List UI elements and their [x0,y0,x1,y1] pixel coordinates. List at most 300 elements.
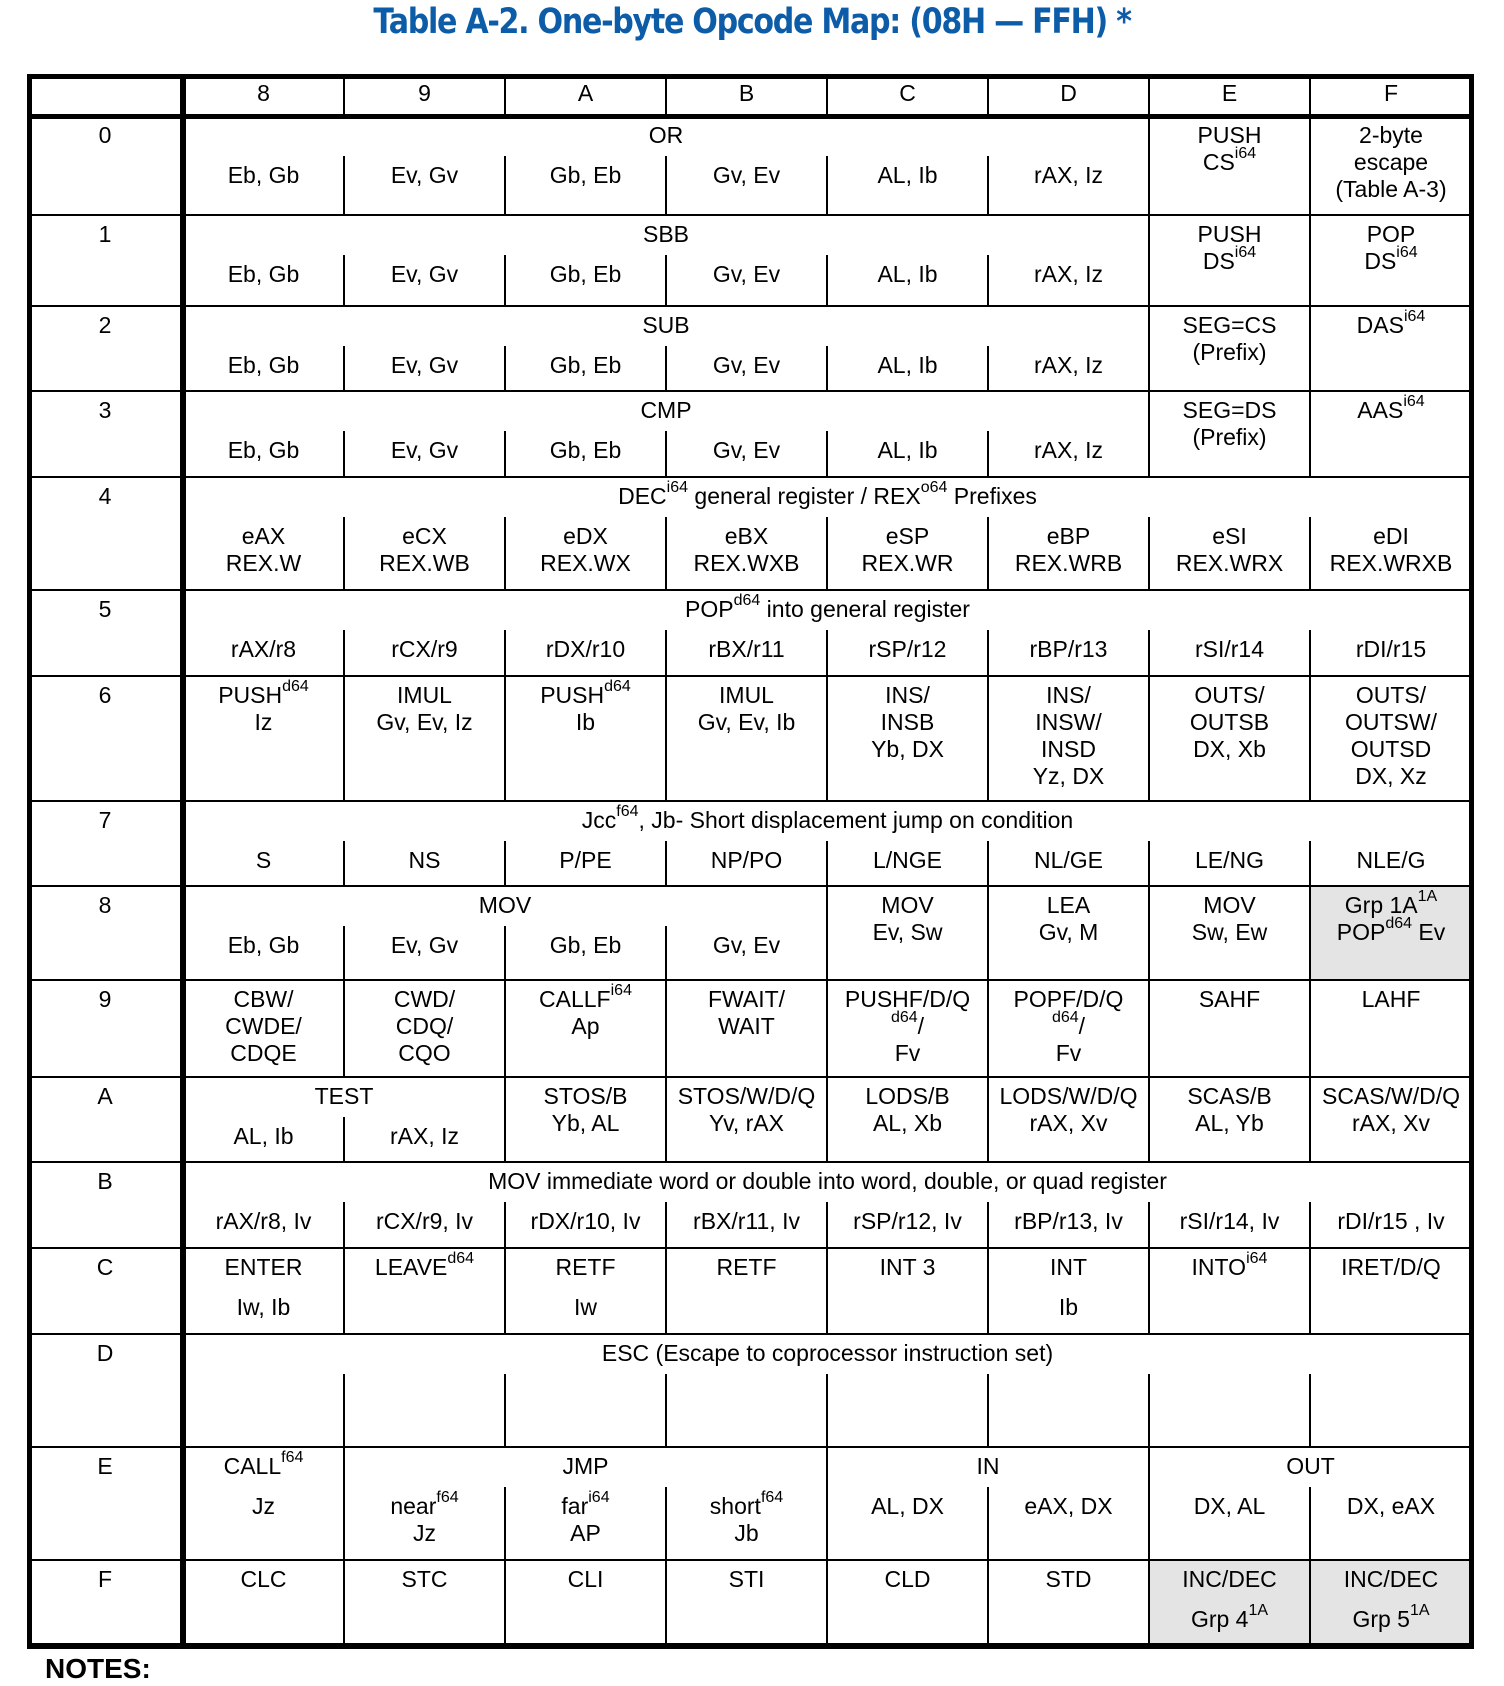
grid-line [665,255,667,306]
cell-line [1357,393,1425,424]
cell-line [1050,1254,1087,1281]
opcode-cell-E [1149,397,1310,451]
cell-line [869,636,947,663]
cell-text: Jcc [581,807,617,833]
grid-line [987,676,989,801]
cell-line [709,1110,784,1137]
cell-line [578,80,593,107]
cell-text: DX, AL [1193,1493,1266,1519]
cell-line [99,221,112,248]
cell-text: Iz [254,709,273,735]
grid-line [826,346,828,391]
superscript: i64 [1396,244,1418,262]
cell-line [1182,1566,1277,1593]
cell-line [230,1040,296,1067]
grid-line [665,517,667,590]
cell-line [1195,847,1264,874]
cell-line [1191,1250,1268,1281]
superscript: o64 [920,479,948,497]
grid-line [665,841,667,886]
grid-line [665,676,667,801]
cell-text: INS/ [885,682,930,708]
cell-text: P/PE [559,847,612,873]
notes-heading: NOTES: [45,1653,151,1684]
row-header-8 [27,892,183,919]
superscript: f64 [436,1489,459,1507]
grid-line [1309,1202,1311,1248]
grid-line [665,346,667,391]
cell-text: AL, Ib [877,261,938,287]
cell-line [1341,1254,1441,1281]
opcode-cell [666,986,827,1040]
cell-line [713,261,780,288]
operand-cell [344,847,505,874]
grid-line [1309,980,1311,1077]
grid-line [343,1560,345,1646]
cell-text: REX.WRXB [1329,550,1453,576]
cell-text: A [577,80,594,106]
cell-text: 9 [418,80,431,106]
opcode-group-dec-rex [183,479,1472,510]
cell-line [1194,682,1264,709]
opcode-cell [1310,1083,1472,1137]
cell-line [1187,1083,1271,1110]
cell-line [880,1254,936,1281]
grid-line [987,74,989,116]
grid-line [1148,630,1150,676]
cell-text: C [96,1254,114,1280]
opcode-group-test [183,1083,505,1110]
cell-line [716,1254,776,1281]
opcode-cell-grp4 [1149,1566,1310,1593]
row-header-E [27,1453,183,1480]
opcode-group-jcc [183,803,1472,834]
grid-line [987,431,989,477]
grid-line [27,1643,1474,1649]
opcode-cell [344,1566,505,1593]
cell-line [881,892,933,919]
cell-line [550,932,622,959]
cell-line [1222,80,1237,107]
grid-line [1148,1202,1150,1248]
cell-text: DX, Xz [1355,763,1427,789]
cell-line [233,1123,293,1150]
row-header-3 [27,397,183,424]
opcode-cell [505,1566,666,1593]
operand-cell [666,1489,827,1547]
cell-text: rAX, Xv [1029,1110,1108,1136]
operand-cell [827,437,988,464]
cell-text: A [97,1083,113,1109]
grid-line [826,255,828,306]
grid-line [987,1202,989,1248]
cell-line [685,592,970,623]
opcode-cell [1149,986,1310,1013]
opcode-cell [183,986,344,1067]
grid-line [27,74,32,1648]
cell-line [550,162,622,189]
cell-line [1030,1110,1108,1137]
row-header-C [27,1254,183,1281]
cell-line [977,1453,1000,1480]
grid-line [826,841,828,886]
cell-line [1195,636,1264,663]
opcode-cell-E [1149,312,1310,366]
cell-text: Ev, Gv [390,932,459,958]
cell-text: RETF [555,1254,616,1280]
operand-cell [344,1208,505,1235]
opcode-cell [666,1083,827,1137]
cell-line [1180,1208,1280,1235]
cell-line [1024,1493,1112,1520]
operand-cell [505,162,666,189]
superscript: d64 [447,1250,475,1268]
operand-cell [1149,636,1310,663]
row-header-F [27,1566,183,1593]
operand-cell [505,523,666,577]
cell-line [1047,892,1090,919]
operand-cell [827,1493,988,1520]
cell-text: REX.WB [379,550,470,576]
grid-line [1309,517,1311,590]
operand-cell [183,636,344,663]
cell-text: POPF/D/Q [1013,986,1124,1012]
operand-cell [505,847,666,874]
grid-line [987,1374,989,1447]
cell-text: into general register [760,596,970,622]
grid-line [343,431,345,477]
cell-line [713,352,780,379]
cell-text: PUSH [1197,221,1262,247]
operand-cell [183,162,344,189]
opcode-cell [344,682,505,736]
cell-line [1034,437,1103,464]
superscript: d64 [890,1009,918,1027]
cell-line [218,678,309,709]
grid-line [665,980,667,1077]
cell-text: B [738,80,755,106]
cell-text: / [1078,1013,1086,1039]
grid-line [826,1077,828,1162]
cell-text: rAX, Xv [1352,1110,1430,1136]
cell-text: AL, Ib [233,1123,294,1149]
cell-text: PUSH [218,682,283,708]
grid-line [27,675,1472,677]
column-header-A [505,80,666,107]
operand-cell [827,847,988,874]
operand-cell [505,437,666,464]
grid-line [987,346,989,391]
cell-text: MOV [1203,892,1256,918]
cell-line [574,1294,597,1321]
cell-text: Prefixes [947,483,1037,509]
opcode-group-in [827,1453,1149,1480]
cell-line [713,932,780,959]
cell-line [1183,312,1277,339]
grid-line [826,156,828,215]
cell-line [315,1083,374,1110]
grid-line [504,255,506,306]
operand-cell [344,636,505,663]
cell-text: PUSH [540,682,605,708]
cell-text: 3 [98,397,112,423]
grid-line [1148,676,1150,801]
grid-line [1309,391,1311,477]
cell-line [1195,1110,1264,1137]
cell-line [531,1208,641,1235]
cell-line [99,596,112,623]
cell-text: ESC (Escape to coprocessor instruction set) [601,1340,1054,1366]
opcode-cell [988,1254,1149,1281]
grid-line [343,980,345,1077]
superscript: i64 [1234,145,1257,163]
opcode-cell [505,982,666,1040]
cell-line [895,1040,921,1067]
cell-line [871,1493,944,1520]
cell-text: Gv, Ev [712,932,781,958]
cell-line [1356,682,1426,709]
opcode-group-mov [183,892,827,919]
cell-line [99,312,112,339]
operand-cell [1310,1493,1472,1520]
cell-line [1347,1493,1435,1520]
grid-line [1148,1374,1150,1447]
cell-text: Gb, Eb [549,932,622,958]
cell-text: 7 [98,807,112,833]
cell-line [225,1013,302,1040]
operand-cell [505,352,666,379]
grid-line [987,886,989,980]
cell-text: Ev, Gv [390,352,459,378]
cell-text: JMP [562,1453,609,1479]
grid-line [180,74,186,1648]
cell-line [226,550,301,577]
cell-line [571,1013,599,1040]
opcode-group-sub [183,312,1149,339]
opcode-group-esc [183,1340,1472,1367]
grid-line [826,1248,828,1334]
cell-text: OR [648,122,684,148]
column-header-8 [183,80,344,107]
opcode-cell [1149,682,1310,763]
cell-text: L/NGE [872,847,943,873]
opcode-cell-grp5 [1310,1566,1472,1593]
cell-text: rAX, Iz [1033,437,1103,463]
operand-cell [1149,1208,1310,1235]
cell-line [390,1489,459,1520]
grid-line [1148,886,1150,980]
cell-line [1356,308,1426,339]
cell-line [709,1489,784,1520]
grid-line [1148,391,1150,477]
cell-line [698,709,796,736]
cell-line [865,1083,949,1110]
cell-text: / [917,1013,925,1039]
cell-line [1202,145,1257,176]
cell-text: IRET/D/Q [1341,1254,1441,1280]
operand-cell [827,523,988,577]
cell-text: IN [976,1453,1000,1479]
cell-text: Eb, Gb [227,162,300,188]
cell-text: 8 [98,892,112,918]
grid-line [343,346,345,391]
grid-line [343,156,345,215]
cell-text: Ev [1412,919,1446,945]
cell-text: INTO [1191,1254,1247,1280]
operand-cell [988,1208,1149,1235]
opcode-cell [666,1254,827,1281]
cell-line [713,437,780,464]
cell-line [563,523,608,550]
cell-text: CDQ/ [395,1013,454,1039]
opcode-table [27,74,1474,1648]
operand-cell [183,1493,344,1520]
cell-text: INC/DEC [1182,1566,1277,1592]
cell-text: AL, Ib [877,352,938,378]
cell-text: Ev, Sw [872,919,943,945]
grid-line [27,1247,1472,1249]
operand-cell [988,162,1149,189]
cell-line [853,1208,962,1235]
grid-line [987,1248,989,1334]
grid-line [826,980,828,1077]
grid-line [987,1560,989,1646]
opcode-cell [183,678,344,736]
grid-line [665,926,667,980]
cell-line [881,709,935,736]
cell-line [391,636,457,663]
grid-line [1148,517,1150,590]
cell-line [398,1040,450,1067]
cell-text: LEAVE [374,1254,448,1280]
cell-text: Fv [894,1040,921,1066]
opcode-cell [988,1566,1149,1593]
grid-line [665,1202,667,1248]
cell-text: AL, DX [871,1493,944,1519]
cell-line [890,1009,925,1040]
cell-text: PUSH [1197,122,1262,148]
row-header-0 [27,122,183,149]
cell-text: escape [1353,149,1429,175]
grid-line [343,74,345,116]
cell-line [97,1340,114,1367]
superscript: 1A [1417,888,1438,906]
superscript: i64 [1234,244,1257,262]
cell-text: ENTER [224,1254,303,1280]
cell-text: Eb, Gb [227,437,300,463]
cell-line [1033,763,1105,790]
cell-line [488,1168,1167,1195]
grid-line [987,255,989,306]
cell-text: Gb, Eb [549,162,622,188]
grid-line [343,630,345,676]
cell-text: Eb, Gb [227,261,300,287]
grid-line [1309,841,1311,886]
grid-line [27,1333,1472,1335]
cell-text: Grp 4 [1190,1606,1249,1632]
cell-line [555,1254,615,1281]
operand-cell [1149,1493,1310,1520]
grid-line [987,517,989,590]
cell-text: DS [1202,248,1235,274]
cell-text: eAX [241,523,286,549]
operand-cell [505,1208,666,1235]
cell-text: CALLF [539,986,611,1012]
cell-line [640,397,691,424]
opcode-cell [505,1254,666,1281]
cell-text: CDQE [230,1040,297,1066]
operand-cell [988,636,1149,663]
grid-line [826,1202,828,1248]
grid-line [27,305,1472,307]
cell-line [99,397,112,424]
column-header-C [827,80,988,107]
cell-text: F [97,1566,113,1592]
operand-cell [1149,1602,1310,1633]
operand-cell [666,1208,827,1235]
operand-cell [1310,523,1472,577]
operand-cell [827,352,988,379]
grid-line [1148,306,1150,391]
cell-text: Eb, Gb [227,932,300,958]
cell-text: STOS/B [543,1083,628,1109]
grid-line [1148,841,1150,886]
cell-line [237,1294,291,1321]
cell-text: 6 [98,682,112,708]
cell-text: SCAS/B [1187,1083,1272,1109]
cell-line [725,523,768,550]
cell-text: (Prefix) [1192,339,1267,365]
cell-line [884,1566,930,1593]
cell-text: Fv [1055,1040,1082,1066]
opcode-cell [988,986,1149,1067]
cell-text: rBX/r11 [708,636,785,662]
grid-line [1309,1374,1311,1447]
cell-line [479,892,531,919]
cell-line [1034,261,1103,288]
cell-line [228,437,300,464]
cell-text: rAX, Iz [389,1123,459,1149]
cell-text: rSI/r14 [1194,636,1265,662]
cell-line [711,847,783,874]
grid-line [987,630,989,676]
cell-line [649,122,684,149]
grid-line [1148,74,1150,116]
cell-line [1046,682,1091,709]
cell-text: AP [570,1520,601,1546]
cell-line [255,709,273,736]
grid-line [504,926,506,980]
grid-line [826,886,828,980]
opcode-cell [827,1566,988,1593]
cell-text: rSI/r14, Iv [1179,1208,1280,1234]
cell-line [1286,1453,1335,1480]
cell-text: F [1383,80,1399,106]
opcode-cell [505,678,666,736]
cell-text: REX.WRB [1014,550,1123,576]
cell-text: Gv, M [1038,919,1099,945]
cell-line [402,523,447,550]
opcode-cell-F [1310,308,1472,339]
cell-line [563,1453,609,1480]
cell-text: SCAS/W/D/Q [1321,1083,1460,1109]
cell-line [228,932,300,959]
cell-text: REX.W [225,550,302,576]
cell-text: OUTS/ [1355,682,1427,708]
cell-text: OUTSW/ [1345,709,1437,735]
operand-cell [344,437,505,464]
cell-line [862,550,954,577]
